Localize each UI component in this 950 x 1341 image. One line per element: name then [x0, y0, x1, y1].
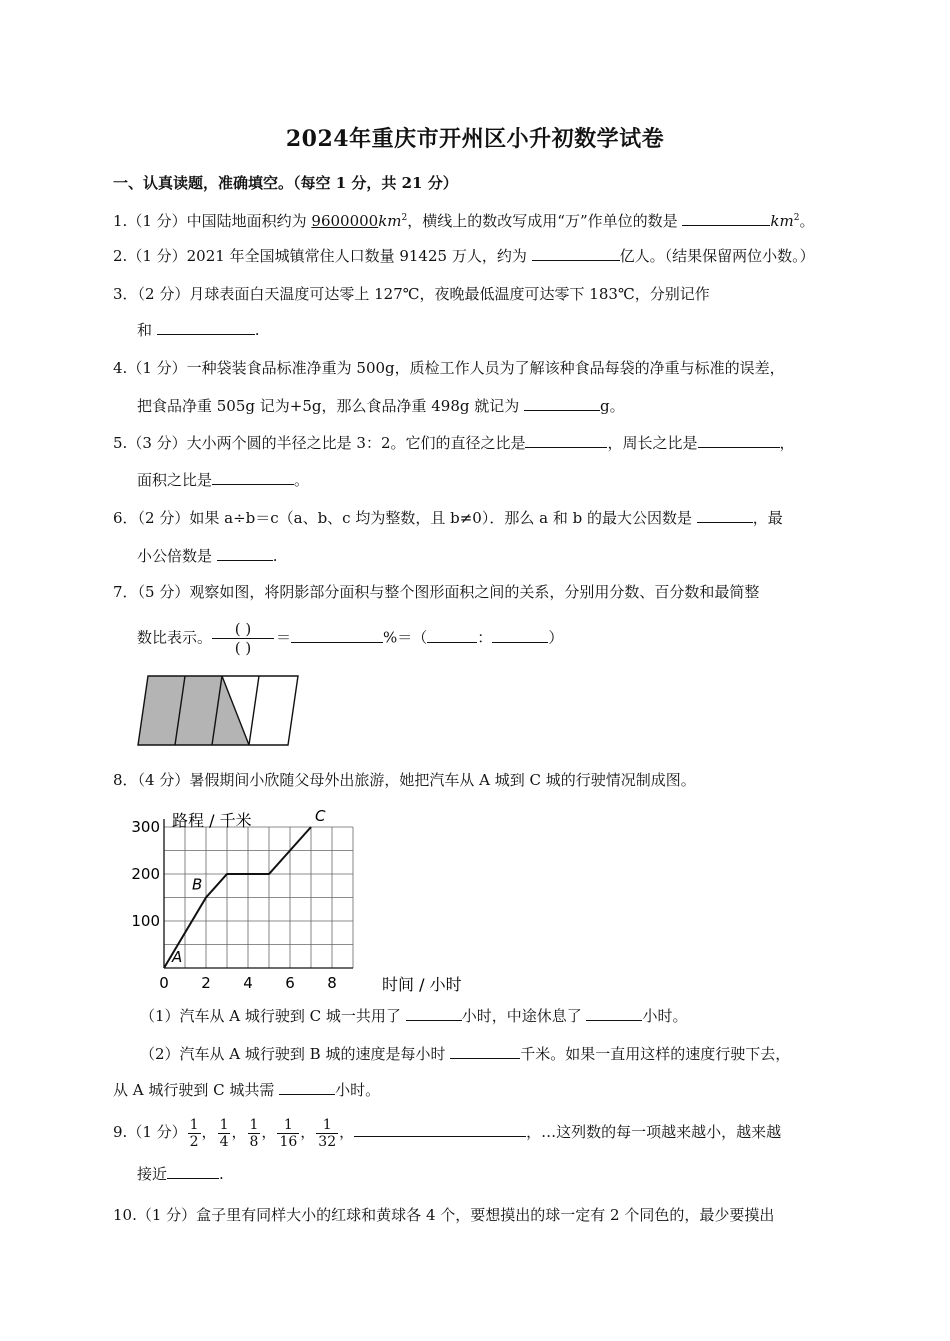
q2-number: 2.	[113, 247, 128, 265]
q7-text: 观察如图，将阴影部分面积与整个图形面积之间的关系，分别用分数、百分数和最简整	[189, 583, 760, 601]
q4-points: （1 分）	[127, 359, 187, 377]
q6-answer-blank-2[interactable]	[217, 546, 273, 561]
q2-text-b: 亿人。（结果保留两位小数。）	[619, 247, 815, 265]
q5-text-c: ，	[779, 434, 795, 452]
q1-answer-blank[interactable]	[682, 211, 770, 226]
question-4-cont	[137, 396, 625, 416]
q2-answer-blank[interactable]	[532, 246, 620, 261]
q9-fraction-numerator: 1	[316, 1117, 338, 1134]
q9-comma: ，	[231, 1123, 247, 1141]
q2-points: （1 分）	[127, 247, 187, 265]
question-10	[113, 1205, 774, 1225]
q10-number: 10.	[113, 1206, 137, 1224]
page-title: 2024年重庆市开州区小升初数学试卷	[285, 126, 665, 152]
chart-y-label: 路程 / 千米	[172, 811, 252, 830]
q9-fraction	[218, 1117, 231, 1150]
q4-number: 4.	[113, 359, 128, 377]
x-tick-label: 2	[201, 974, 211, 992]
question-8	[113, 770, 696, 790]
q1-exp-b: 2	[793, 213, 800, 223]
q5-points: （3 分）	[127, 434, 187, 452]
q5-answer-blank-2[interactable]	[698, 433, 780, 448]
q7-fraction-blank[interactable]	[212, 620, 274, 657]
q9-fraction-denominator: 32	[318, 1133, 337, 1150]
q5-answer-blank-3[interactable]	[212, 470, 294, 485]
q9-answer-blank-2[interactable]	[167, 1164, 219, 1179]
q9-fraction-denominator: 16	[279, 1133, 298, 1150]
q1-number: 1.	[113, 212, 128, 230]
q2-text: 2021 年全国城镇常住人口数量 91425 万人，约为	[186, 247, 532, 265]
q1-value: 9600000	[311, 212, 379, 230]
q8-sub1-text: （1）汽车从 A 城行驶到 C 城一共用了	[140, 1007, 406, 1025]
q6-end: .	[272, 547, 278, 565]
q9-number: 9.	[113, 1123, 128, 1141]
x-tick-label: 0	[159, 974, 169, 992]
q7-ratio-blank-1[interactable]	[427, 628, 477, 643]
question-1	[113, 208, 814, 231]
q8-sub1-blank-2[interactable]	[586, 1006, 642, 1021]
chart-x-label: 时间 / 小时	[382, 975, 462, 994]
question-5-cont	[137, 470, 309, 490]
q3-text-b: 和	[137, 321, 157, 339]
q5-answer-blank-1[interactable]	[525, 433, 607, 448]
q7-ratio-blank-2[interactable]	[492, 628, 548, 643]
question-5	[113, 433, 795, 453]
q8-sub2-text: （2）汽车从 A 城行驶到 B 城的速度是每小时	[140, 1045, 451, 1063]
question-4	[113, 358, 785, 378]
q9-fraction-denominator: 4	[219, 1133, 229, 1150]
q8-sub2-text-c: 从 A 城行驶到 C 城共需	[113, 1081, 280, 1099]
q6-points: （2 分）	[137, 509, 190, 527]
q7-equals: ＝	[276, 628, 292, 647]
q9-end: .	[219, 1165, 224, 1183]
q5-text-d: 面积之比是	[137, 471, 213, 489]
y-tick-label: 100	[131, 912, 160, 930]
q9-answer-blank[interactable]	[354, 1122, 526, 1137]
q1-exp: 2	[401, 213, 408, 223]
question-8-sub1	[140, 1006, 688, 1026]
q8-sub1-end: 小时。	[642, 1007, 688, 1025]
q8-sub1-blank-1[interactable]	[406, 1006, 462, 1021]
question-6-cont	[137, 546, 278, 566]
q9-fraction	[316, 1117, 338, 1150]
q7-percent-blank[interactable]	[291, 628, 383, 643]
q9-fraction	[248, 1117, 261, 1150]
q8-sub1-text-b: 小时，中途休息了	[461, 1007, 587, 1025]
q9-fraction-denominator: 2	[189, 1133, 199, 1150]
q9-comma: ，	[261, 1123, 277, 1141]
q3-number: 3．	[113, 285, 138, 303]
point-label-C: C	[315, 807, 326, 825]
question-8-sub2	[140, 1044, 790, 1064]
section-heading: 一、认真读题，准确填空。（每空 1 分，共 21 分）	[113, 174, 458, 192]
q7-divider-3	[249, 676, 259, 745]
q1-end: 。	[799, 212, 815, 230]
q9-sep: ，	[339, 1123, 355, 1141]
question-7	[113, 582, 759, 602]
q9-points: （1 分）	[127, 1123, 187, 1141]
q7-numerator: ( )	[212, 620, 274, 639]
q6-text: 如果 a÷b＝c（a、b、c 均为整数，且 b≠0）．那么 a 和 b 的最大公因数是	[189, 509, 697, 527]
q9-fraction-denominator: 8	[249, 1133, 259, 1150]
q4-answer-blank[interactable]	[524, 396, 600, 411]
q5-text-b: ，周长之比是	[607, 434, 698, 452]
chart-grid	[164, 827, 353, 968]
q9-fraction	[277, 1117, 299, 1150]
q1-text-b: ，横线上的数改写成用“万”作单位的数是	[407, 212, 683, 230]
q7-close-paren: ）	[548, 628, 564, 647]
q5-text: 大小两个圆的半径之比是 3：2。它们的直径之比是	[186, 434, 526, 452]
chart-point-labels	[171, 807, 326, 966]
q5-end: 。	[294, 471, 310, 489]
q8-points: （4 分）	[137, 771, 190, 789]
q8-sub2-end: 小时。	[335, 1081, 381, 1099]
q7-points: （5 分）	[137, 583, 190, 601]
q3-end: .	[254, 321, 260, 339]
question-3-cont	[137, 320, 260, 340]
q1-text: 中国陆地面积约为	[186, 212, 312, 230]
q1-unit-b: km	[770, 212, 794, 230]
q4-text: 一种袋装食品标准净重为 500g，质检工作人员为了解该种食品每袋的净重与标准的误差，	[186, 359, 785, 377]
q5-number: 5.	[113, 434, 128, 452]
q8-distance-time-chart	[130, 806, 470, 998]
q8-sub2-blank-2[interactable]	[279, 1080, 335, 1095]
q7-shaded-figure	[136, 673, 302, 749]
q3-answer-blank[interactable]	[157, 320, 255, 335]
q9-text: ，…这列数的每一项越来越小，越来越	[526, 1123, 782, 1141]
point-label-A: A	[172, 948, 183, 966]
q4-end: g。	[600, 397, 625, 415]
question-9-cont	[137, 1164, 224, 1184]
q9-fraction	[188, 1117, 201, 1150]
question-2	[113, 246, 815, 266]
q6-text-b: ，最	[752, 509, 783, 527]
q3-points: （2 分）	[137, 285, 190, 303]
chart-tick-labels	[131, 818, 336, 992]
x-tick-label: 4	[243, 974, 253, 992]
q9-fraction-numerator: 1	[249, 1116, 259, 1133]
y-tick-label: 200	[131, 865, 160, 883]
q9-comma: ，	[201, 1123, 217, 1141]
q3-text: 月球表面白天温度可达零上 127℃，夜晚最低温度可达零下 183℃，分别记作	[189, 285, 710, 303]
q8-number: 8．	[113, 771, 138, 789]
q8-text: 暑假期间小欣随父母外出旅游，她把汽车从 A 城到 C 城的行驶情况制成图。	[189, 771, 696, 789]
q1-points: （1 分）	[127, 212, 187, 230]
question-9	[113, 1114, 781, 1150]
q9-text-b: 接近	[137, 1165, 168, 1183]
q7-text-b: 数比表示。	[137, 628, 213, 647]
q7-colon: ：	[477, 628, 493, 647]
q7-percent-sign: %＝（	[383, 628, 428, 647]
q9-fraction-numerator: 1	[219, 1116, 229, 1133]
q1-unit: km	[378, 212, 402, 230]
q10-points: （1 分）	[136, 1206, 197, 1224]
q8-sub2-blank-1[interactable]	[450, 1044, 520, 1059]
point-label-B: B	[192, 875, 203, 894]
x-tick-label: 8	[327, 974, 337, 992]
q7-denominator: ( )	[234, 639, 252, 657]
y-tick-label: 300	[131, 818, 160, 836]
question-6	[113, 508, 783, 528]
q6-number: 6．	[113, 509, 138, 527]
chart-axes	[164, 819, 353, 968]
q9-comma: ，	[300, 1123, 316, 1141]
q9-fraction-numerator: 1	[189, 1116, 199, 1133]
q9-sequence	[187, 1116, 339, 1150]
question-3	[113, 284, 710, 304]
q10-text: 盒子里有同样大小的红球和黄球各 4 个，要想摸出的球一定有 2 个同色的，最少要摸出	[196, 1206, 775, 1224]
q7-number: 7．	[113, 583, 138, 601]
question-7-cont	[137, 620, 563, 657]
q6-answer-blank-1[interactable]	[697, 508, 753, 523]
question-8-sub2-cont	[113, 1080, 380, 1100]
q9-fraction-numerator: 1	[277, 1117, 299, 1134]
q4-text-b: 把食品净重 505g 记为+5g，那么食品净重 498g 就记为	[137, 397, 525, 415]
q8-sub2-text-b: 千米。如果一直用这样的速度行驶下去，	[520, 1045, 791, 1063]
q6-text-c: 小公倍数是	[137, 547, 217, 565]
x-tick-label: 6	[285, 974, 295, 992]
